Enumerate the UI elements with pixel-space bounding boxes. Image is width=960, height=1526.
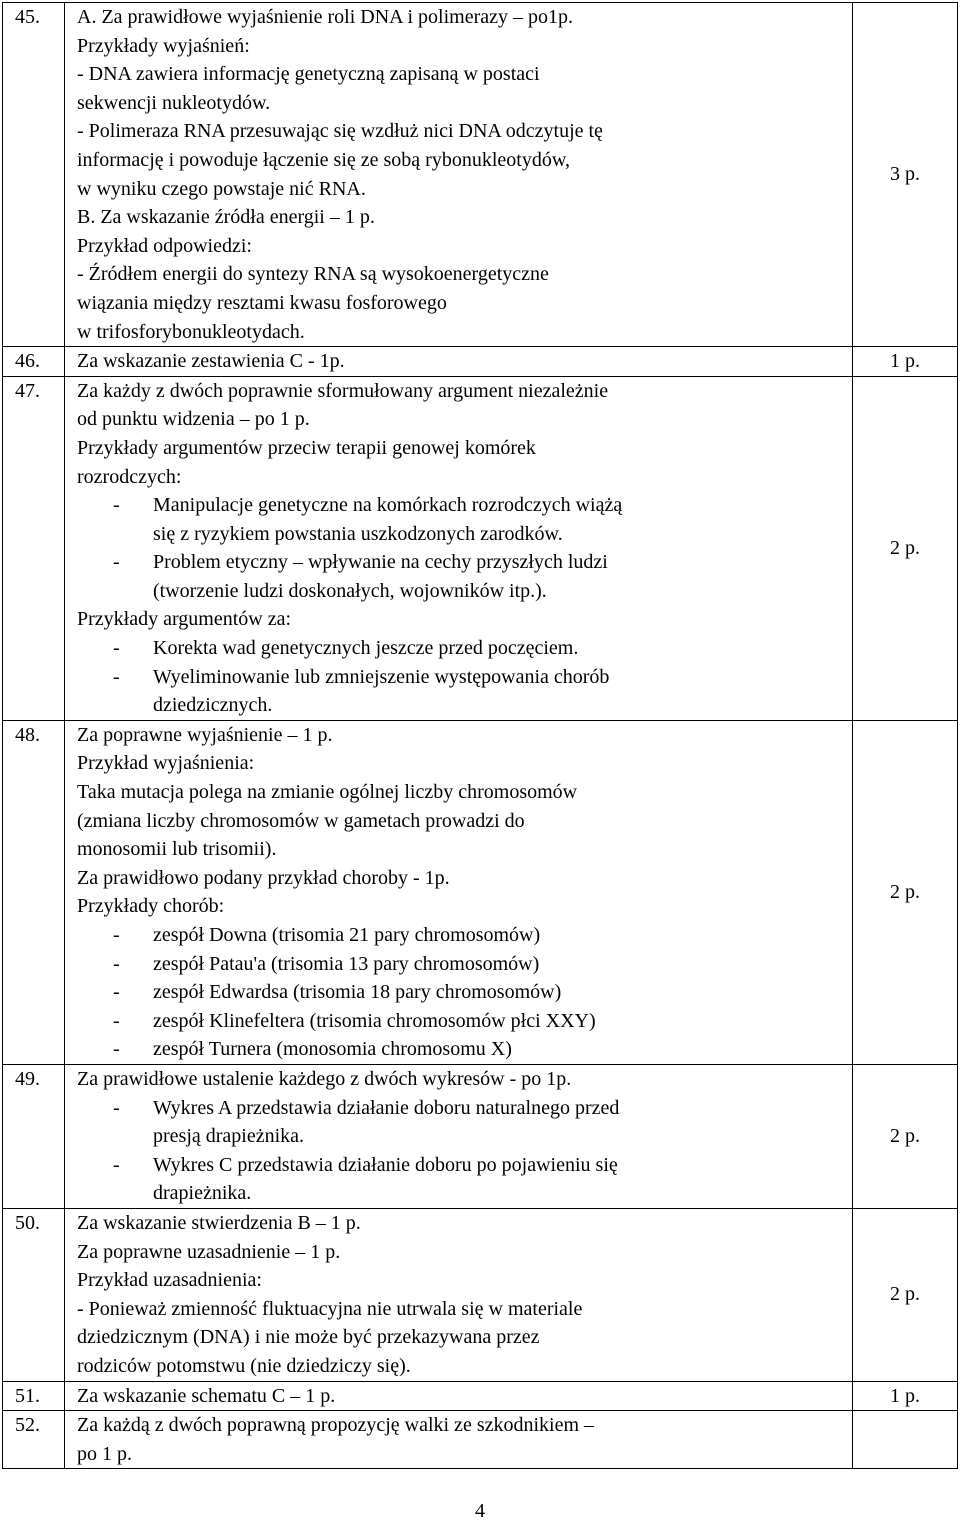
dash-bullet: - — [113, 1038, 120, 1061]
text-line: Przykłady wyjaśnień: — [77, 34, 250, 57]
dash-bullet: - — [113, 1009, 120, 1032]
bullet-text: Korekta wad genetycznych jeszcze przed poczęciem. — [153, 637, 579, 660]
table-row — [3, 1381, 958, 1411]
text-line: po 1 p. — [77, 1442, 132, 1465]
points-cell: 2 p. — [853, 376, 958, 720]
bullet-line — [77, 950, 852, 979]
bullet-line — [77, 577, 852, 606]
answer-criteria — [65, 720, 853, 1064]
text-line: dziedzicznym (DNA) i nie może być przekazywana przez — [77, 1326, 540, 1349]
table-row — [3, 347, 958, 377]
text-line: - Źródłem energii do syntezy RNA są wysokoenergetyczne — [77, 263, 549, 286]
text-line: w trifosforybonukleotydach. — [77, 320, 305, 343]
text-line: Przykład wyjaśnienia: — [77, 752, 255, 775]
answer-criteria — [65, 1381, 853, 1411]
text-line: Za wskazanie stwierdzenia B – 1 p. — [77, 1211, 361, 1234]
answer-criteria — [65, 3, 853, 347]
bullet-text: zespół Patau'a (trisomia 13 pary chromosomów) — [153, 952, 540, 975]
text-line: monosomii lub trisomii). — [77, 838, 277, 861]
dash-bullet: - — [113, 924, 120, 946]
answer-key-body — [3, 3, 958, 1469]
bullet-line — [77, 1151, 852, 1180]
answer-key-table — [2, 2, 958, 1469]
points-cell — [853, 1411, 958, 1469]
bullet-line — [77, 1179, 852, 1208]
answer-criteria — [65, 1064, 853, 1208]
text-line: - DNA zawiera informację genetyczną zapisaną w postaci — [77, 63, 540, 86]
answer-criteria — [65, 376, 853, 720]
dash-bullet: - — [113, 1096, 120, 1119]
answer-criteria — [65, 1411, 853, 1469]
points-cell: 2 p. — [853, 720, 958, 1064]
table-row — [3, 720, 958, 1064]
bullet-text: zespół Turnera (monosomia chromosomu X) — [153, 1038, 512, 1061]
bullet-text: zespół Edwardsa (trisomia 18 pary chromosomów) — [153, 981, 562, 1004]
dash-bullet: - — [113, 637, 120, 660]
bullet-text: presją drapieżnika. — [153, 1125, 305, 1148]
text-line: Za wskazanie zestawienia C - 1p. — [77, 350, 345, 373]
bullet-text: zespół Klinefeltera (trisomia chromosomów płci XXY) — [153, 1009, 596, 1032]
bullet-text: Wykres C przedstawia działanie doboru po pojawieniu się — [153, 1153, 618, 1176]
text-line: informację i powoduje łączenie się ze sobą rybonukleotydów, — [77, 148, 570, 171]
text-line: Przykład odpowiedzi: — [77, 234, 252, 257]
question-number: 51. — [3, 1381, 65, 1411]
bullet-line — [77, 520, 852, 549]
question-number: 48. — [3, 720, 65, 1064]
question-number: 49. — [3, 1064, 65, 1208]
points-cell: 1 p. — [853, 1381, 958, 1411]
bullet-text: (tworzenie ludzi doskonałych, wojowników itp.). — [153, 579, 547, 602]
bullet-line — [77, 1122, 852, 1151]
bullet-text: Manipulacje genetyczne na komórkach rozrodczych wiążą — [153, 494, 623, 517]
text-line: Przykłady argumentów za: — [77, 608, 292, 631]
text-line: sekwencji nukleotydów. — [77, 91, 271, 114]
answer-criteria — [65, 347, 853, 377]
dash-bullet: - — [113, 551, 120, 574]
bullet-line — [77, 691, 852, 720]
question-number: 46. — [3, 347, 65, 377]
text-line: Za każdy z dwóch poprawnie sformułowany argument niezależnie — [77, 379, 609, 402]
bullet-text: dziedzicznych. — [153, 694, 273, 717]
text-line: Za prawidłowo podany przykład choroby - 1p. — [77, 866, 450, 889]
text-line: Przykłady argumentów przeciw terapii genowej komórek — [77, 436, 536, 459]
table-row — [3, 1411, 958, 1469]
bullet-line — [77, 548, 852, 577]
bullet-line — [77, 491, 852, 520]
text-line: Przykład uzasadnienia: — [77, 1269, 262, 1292]
bullet-line — [77, 1094, 852, 1123]
question-number: 50. — [3, 1208, 65, 1381]
table-row — [3, 1064, 958, 1208]
text-line: rodziców potomstwu (nie dziedziczy się). — [77, 1354, 411, 1377]
text-line: rozrodczych: — [77, 465, 182, 488]
dash-bullet: - — [113, 494, 120, 517]
question-number: 47. — [3, 376, 65, 720]
bullet-line — [77, 1007, 852, 1036]
bullet-line — [77, 978, 852, 1007]
text-line: Taka mutacja polega na zmianie ogólnej liczby chromosomów — [77, 781, 578, 804]
bullet-text: Wyeliminowanie lub zmniejszenie występowania chorób — [153, 665, 610, 688]
text-line: - Ponieważ zmienność fluktuacyjna nie utrwala się w materiale — [77, 1297, 583, 1320]
text-line: Za poprawne wyjaśnienie – 1 p. — [77, 723, 333, 746]
text-line: Za poprawne uzasadnienie – 1 p. — [77, 1240, 341, 1263]
text-line: Za każdą z dwóch poprawną propozycję walki ze szkodnikiem – — [77, 1414, 595, 1437]
answer-criteria — [65, 1208, 853, 1381]
text-line: - Polimeraza RNA przesuwając się wzdłuż nici DNA odczytuje tę — [77, 120, 603, 143]
points-cell: 2 p. — [853, 1064, 958, 1208]
dash-bullet: - — [113, 665, 120, 688]
text-line: od punktu widzenia – po 1 p. — [77, 408, 310, 431]
bullet-line — [77, 634, 852, 663]
bullet-line — [77, 663, 852, 692]
page-number: 4 — [475, 1500, 485, 1522]
text-line: Za prawidłowe ustalenie każdego z dwóch wykresów - po 1p. — [77, 1067, 572, 1090]
table-row — [3, 1208, 958, 1381]
text-line: Za wskazanie schematu C – 1 p. — [77, 1384, 336, 1407]
points-cell: 2 p. — [853, 1208, 958, 1381]
text-line: (zmiana liczby chromosomów w gametach prowadzi do — [77, 809, 525, 832]
text-line: w wyniku czego powstaje nić RNA. — [77, 177, 366, 200]
text-line: wiązania między resztami kwasu fosforowego — [77, 291, 447, 314]
bullet-text: się z ryzykiem powstania uszkodzonych zarodków. — [153, 522, 563, 545]
dash-bullet: - — [113, 952, 120, 975]
text-line: Przykłady chorób: — [77, 895, 225, 918]
dash-bullet: - — [113, 1153, 120, 1176]
question-number: 45. — [3, 3, 65, 347]
table-row — [3, 3, 958, 347]
text-line: A. Za prawidłowe wyjaśnienie roli DNA i polimerazy – po1p. — [77, 6, 573, 28]
bullet-line — [77, 1035, 852, 1064]
bullet-line — [77, 921, 852, 950]
table-row — [3, 376, 958, 720]
question-number: 52. — [3, 1411, 65, 1469]
points-cell: 3 p. — [853, 3, 958, 347]
points-cell: 1 p. — [853, 347, 958, 377]
bullet-text: Problem etyczny – wpływanie na cechy przyszłych ludzi — [153, 551, 608, 574]
bullet-text: drapieżnika. — [153, 1182, 252, 1205]
text-line: B. Za wskazanie źródła energii – 1 p. — [77, 206, 375, 229]
bullet-text: zespół Downa (trisomia 21 pary chromosomów) — [153, 924, 541, 946]
bullet-text: Wykres A przedstawia działanie doboru naturalnego przed — [153, 1096, 620, 1119]
dash-bullet: - — [113, 981, 120, 1004]
